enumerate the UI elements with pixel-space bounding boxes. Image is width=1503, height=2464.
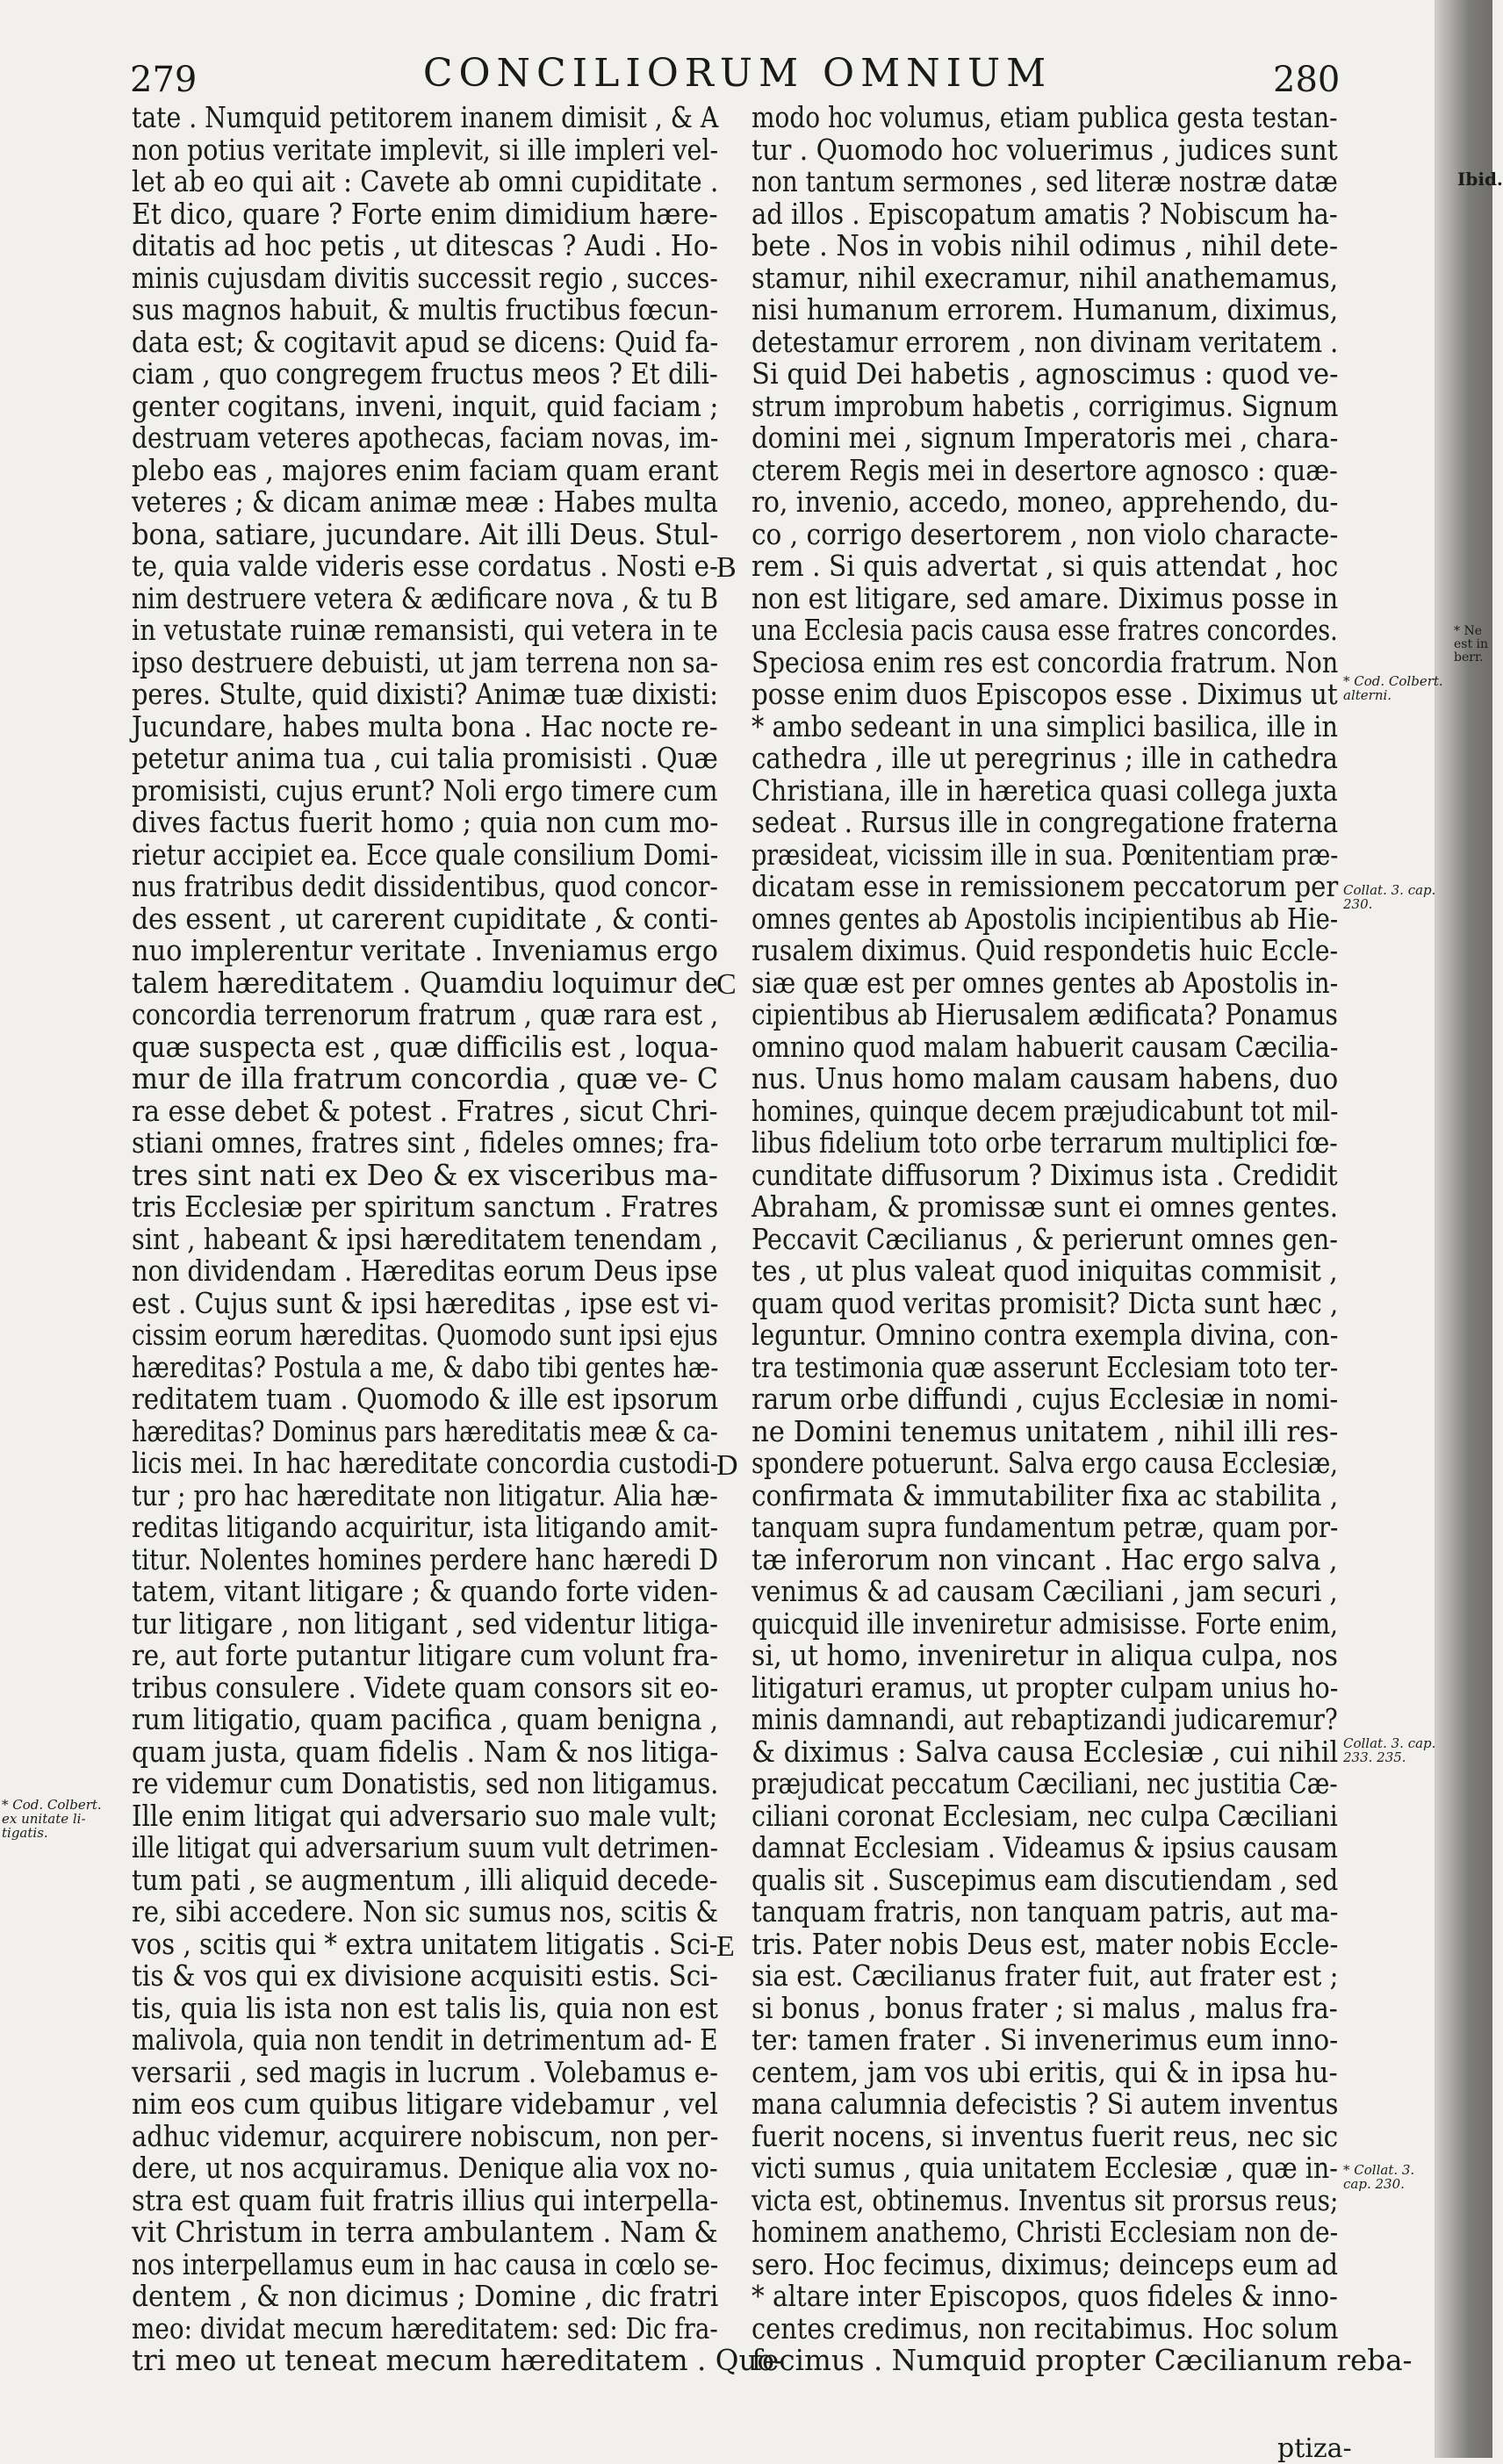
text-line: modo hoc volumus, etiam publica gesta testan- <box>752 101 1338 134</box>
text-line: præjudicat peccatum Cæciliani, nec justitia Cæ- <box>752 1767 1338 1800</box>
text-line: rusalem diximus. Quid respondetis huic Eccle- <box>752 934 1339 967</box>
text-line: let ab eo qui ait : Cavete ab omni cupiditate . <box>132 165 719 198</box>
text-line: ro, invenio, accedo, moneo, apprehendo, du- <box>752 485 1339 519</box>
text-line: detestamur errorem , non divinam veritatem . <box>752 325 1339 359</box>
text-line: omnes gentes ab Apostolis incipientibus ab Hie- <box>752 902 1339 936</box>
text-line: omnino quod malam habuerit causam Cæcilia- <box>752 1030 1339 1064</box>
text-line: est . Cujus sunt & ipsi hæreditas , ipse est vi- <box>132 1286 719 1320</box>
text-line: domini mei , signum Imperatoris mei , chara- <box>752 421 1339 455</box>
text-line: mana calumnia defecistis ? Si autem inventus <box>752 2087 1339 2121</box>
text-line: quæ suspecta est , quæ difficilis est , loqua- <box>132 1030 719 1064</box>
text-line: venimus & ad causam Cæciliani , jam securi , <box>752 1575 1338 1608</box>
text-line: libus fidelium toto orbe terrarum multiplici fœ- <box>752 1126 1338 1160</box>
text-line: ter: tamen frater . Si invenerimus eum inno- <box>752 2023 1339 2057</box>
text-line: tes , ut plus valeat quod iniquitas commisit , <box>752 1254 1338 1288</box>
text-line: posse enim duos Episcopos esse . Diximus ut <box>752 678 1338 711</box>
text-line: petetur anima tua , cui talia promisisti . Quæ <box>132 742 718 775</box>
text-line: nisi humanum errorem. Humanum, diximus, <box>752 293 1339 327</box>
text-line: quam quod veritas promisit? Dicta sunt hæc , <box>752 1286 1339 1320</box>
text-line: versarii , sed magis in lucrum . Volebamus e- <box>132 2055 719 2089</box>
text-line: cissim eorum hæreditas. Quomodo sunt ipsi ejus <box>132 1318 718 1352</box>
text-line: * ambo sedeant in una simplici basilica, ille in <box>752 709 1338 744</box>
margin-note-collat-230: Collat. 3. cap. 230. <box>1343 882 1436 912</box>
text-line: rietur accipiet ea. Ecce quale consilium Domi- <box>132 837 719 872</box>
text-line: dentem , & non dicimus ; Domine , dic fratri <box>132 2280 719 2313</box>
text-line: victi sumus , quia unitatem Ecclesiæ , quæ in- <box>752 2152 1338 2185</box>
text-line: spondere potuerunt. Salva ergo causa Ecclesiæ, <box>752 1447 1338 1480</box>
text-line: adhuc videmur, acquirere nobiscum, non per- <box>132 2119 719 2153</box>
text-line: licis mei. In hac hæreditate concordia custodi- <box>132 1447 719 1480</box>
text-line: minis damnandi, aut rebaptizandi judicaremur? <box>752 1703 1338 1736</box>
text-line: rarum orbe diffundi , cujus Ecclesiæ in nomi- <box>752 1383 1339 1416</box>
text-line: nus. Unus homo malam causam habens, duo <box>752 1062 1339 1096</box>
text-line: destruam veteres apothecas, faciam novas, im- <box>132 421 719 455</box>
text-line: bona, satiare, jucundare. Ait illi Deus. Stul- <box>132 517 719 551</box>
text-line: sero. Hoc fecimus, diximus; deinceps eum ad <box>752 2247 1338 2281</box>
text-line: nim destruere vetera & ædificare nova , & tu B <box>132 581 719 615</box>
text-line: tris. Pater nobis Deus est, mater nobis Eccle- <box>752 1927 1339 1961</box>
text-line: titur. Nolentes homines perdere hanc hæredi D <box>132 1542 719 1577</box>
text-line: co , corrigo desertorem , non violo characte- <box>752 517 1339 551</box>
text-line: rem . Si quis advertat , si quis attendat , hoc <box>752 550 1339 583</box>
text-line: non dividendam . Hæreditas eorum Deus ipse <box>132 1254 718 1288</box>
text-line: cunditate diffusorum ? Diximus ista . Credidit <box>752 1158 1338 1192</box>
text-line: ad illos . Episcopatum amatis ? Nobiscum ha- <box>752 197 1338 231</box>
text-line: tris Ecclesiæ per spiritum sanctum . Fratres <box>132 1190 719 1224</box>
text-line: reditatem tuam . Quomodo & ille est ipsorum <box>132 1383 719 1416</box>
text-line: * altare inter Episcopos, quos fideles & inno- <box>752 2280 1338 2313</box>
text-line: dicatam esse in remissionem peccatorum per <box>752 870 1339 903</box>
text-line: tres sint nati ex Deo & ex visceribus ma- <box>132 1158 718 1192</box>
text-line: fuerit nocens, si inventus fuerit reus, nec sic <box>752 2119 1339 2153</box>
text-line: stra est quam fuit fratris illius qui interpella- <box>132 2183 719 2217</box>
text-line: damnat Ecclesiam . Videamus & ipsius causam <box>752 1831 1338 1864</box>
margin-note-ibid: Ibid. <box>1457 169 1503 190</box>
text-line: plebo eas , majores enim faciam quam erant <box>132 453 719 487</box>
text-line: non est litigare, sed amare. Diximus posse in <box>752 581 1339 615</box>
text-line: re, sibi accedere. Non sic sumus nos, scitis & <box>132 1895 719 1929</box>
text-line: tate . Numquid petitorem inanem dimisit , & A <box>132 101 719 134</box>
text-line: veteres ; & dicam animæ meæ : Habes multa <box>132 485 718 519</box>
text-line: tribus consulere . Videte quam consors sit eo- <box>132 1670 719 1705</box>
text-line: hæreditas? Dominus pars hæreditatis meæ & ca- <box>132 1414 718 1448</box>
catchword: ptiza- <box>1277 2433 1352 2464</box>
text-line: Et dico, quare ? Forte enim dimidium hære- <box>132 197 718 231</box>
text-line: stiani omnes, fratres sint , fideles omnes; fra- <box>132 1126 719 1160</box>
text-line: confirmata & immutabiliter fixa ac stabilita , <box>752 1478 1339 1512</box>
text-line: centem, jam vos ubi eritis, qui & in ipsa hu- <box>752 2055 1338 2089</box>
text-line: Abraham, & promissæ sunt ei omnes gentes. <box>752 1190 1339 1224</box>
text-line: tur litigare , non litigant , sed videntur litiga- <box>132 1606 719 1641</box>
text-line: hominem anathemo, Christi Ecclesiam non de- <box>752 2216 1339 2249</box>
margin-note-colbert: * Cod. Colbert. ex unitate li- tigatis. <box>2 1797 102 1841</box>
left-column <box>132 101 785 2377</box>
text-line: reditas litigando acquiritur, ista litigando amit- <box>132 1511 719 1544</box>
text-line: præsideat, vicissim ille in sua. Pœnitentiam præ- <box>752 837 1339 872</box>
text-line: Ille enim litigat qui adversario suo male vult; <box>132 1799 718 1833</box>
text-line: non tantum sermones , sed literæ nostræ datæ <box>752 165 1338 198</box>
text-line: ipso destruere debuisti, ut jam terrena non sa- <box>132 645 719 679</box>
text-line: cipientibus ab Hierusalem ædificata? Ponamus <box>752 998 1338 1031</box>
text-line: des essent , ut carerent cupiditate , & conti- <box>132 902 719 936</box>
section-letter-e: E <box>716 1930 735 1963</box>
text-line: tur ; pro hac hæreditate non litigatur. Alia hæ- <box>132 1478 718 1512</box>
text-line: tum pati , se augmentum , illi aliquid decede- <box>132 1863 718 1897</box>
text-line: stamur, nihil execramur, nihil anathemamus, <box>752 261 1339 295</box>
margin-note-cut: * Ne est in berr. <box>1454 624 1489 664</box>
text-line: in vetustate ruinæ remansisti, qui vetera in te <box>132 614 718 647</box>
section-letter-b: B <box>716 551 737 584</box>
text-line: Jucundare, habes multa bona . Hac nocte re- <box>132 709 718 744</box>
text-line: ciam , quo congregem fructus meos ? Et dili- <box>132 357 718 391</box>
text-line: sia est. Cæcilianus frater fuit, aut frater est ; <box>752 1959 1339 1993</box>
margin-note-colbert-alterni: * Cod. Colbert. alterni. <box>1343 673 1443 703</box>
text-line: fecimus . Numquid propter Cæcilianum reba- <box>752 2344 1413 2377</box>
section-letter-c: C <box>716 968 737 1001</box>
text-line: non potius veritate implevit, si ille impleri vel- <box>132 133 719 167</box>
text-line: hæreditas? Postula a me, & dabo tibi gentes hæ- <box>132 1350 719 1384</box>
text-line: talem hæreditatem . Quamdiu loquimur de <box>132 966 718 1000</box>
text-line: litigaturi eramus, ut propter culpam unius ho- <box>752 1670 1339 1705</box>
text-line: quicquid ille inveniretur admisisse. Forte enim, <box>752 1606 1339 1641</box>
text-line: bete . Nos in vobis nihil odimus , nihil dete- <box>752 229 1339 262</box>
text-line: re, aut forte putantur litigare cum volunt fra- <box>132 1639 718 1672</box>
text-line: rum litigatio, quam pacifica , quam benigna , <box>132 1703 719 1736</box>
text-line: ciliani coronat Ecclesiam, nec culpa Cæciliani <box>752 1799 1338 1833</box>
text-line: nus fratribus dedit dissidentibus, quod concor- <box>132 870 718 903</box>
margin-note-collat-233: Collat. 3. cap. 233. 235. <box>1343 1735 1436 1765</box>
text-line: concordia terrenorum fratrum , quæ rara est , <box>132 998 719 1031</box>
text-line: nuo implerentur veritate . Inveniamus ergo <box>132 934 718 967</box>
text-line: re videmur cum Donatistis, sed non litigamus. <box>132 1767 719 1800</box>
text-line: tur . Quomodo hoc voluerimus , judices sunt <box>752 133 1338 167</box>
page-number-left: 279 <box>130 60 198 100</box>
text-line: vit Christum in terra ambulantem . Nam & <box>132 2216 718 2249</box>
text-line: centes credimus, non recitabimus. Hoc solum <box>752 2311 1339 2345</box>
text-line: quam justa, quam fidelis . Nam & nos litiga- <box>132 1735 719 1769</box>
page-number-right: 280 <box>1273 60 1341 100</box>
text-line: dere, ut nos acquiramus. Denique alia vox no- <box>132 2152 718 2185</box>
text-line: ditatis ad hoc petis , ut ditescas ? Audi . Ho- <box>132 229 718 262</box>
text-line: siæ quæ est per omnes gentes ab Apostolis in- <box>752 966 1339 1000</box>
binding-gutter <box>1435 0 1492 2458</box>
text-line: dives factus fuerit homo ; quia non cum mo- <box>132 806 719 839</box>
text-line: meo: dividat mecum hæreditatem: sed: Dic fra- <box>132 2311 718 2345</box>
text-line: tis & vos qui ex divisione acquisiti estis. Sci- <box>132 1959 718 1993</box>
text-line: sus magnos habuit, & multis fructibus fœcun- <box>132 293 719 327</box>
text-line: tis, quia lis ista non est talis lis, quia non est <box>132 1991 719 2025</box>
section-letter-d: D <box>716 1449 738 1482</box>
text-line: promisisti, cujus erunt? Noli ergo timere cum <box>132 773 718 808</box>
text-line: tanquam supra fundamentum petræ, quam por- <box>752 1511 1339 1544</box>
text-line: malivola, quia non tendit in detrimentum ad- E <box>132 2023 718 2057</box>
text-line: & diximus : Salva causa Ecclesiæ , cui nihil <box>752 1735 1339 1769</box>
text-line: cathedra , ille ut peregrinus ; ille in cathedra <box>752 742 1338 775</box>
text-line: tatem, vitant litigare ; & quando forte viden- <box>132 1575 718 1608</box>
text-line: si, ut homo, inveniretur in aliqua culpa, nos <box>752 1639 1339 1672</box>
text-line: Christiana, ille in hæretica quasi collega juxta <box>752 773 1338 808</box>
text-line: ra esse debet & potest . Fratres , sicut Chri- <box>132 1094 718 1128</box>
text-line: Peccavit Cæcilianus , & perierunt omnes gen- <box>752 1222 1338 1256</box>
text-line: minis cujusdam divitis successit regio , succes- <box>132 261 718 295</box>
text-line: nos interpellamus eum in hac causa in cœlo se- <box>132 2247 719 2281</box>
text-line: sedeat . Rursus ille in congregatione fraterna <box>752 806 1339 839</box>
text-line: victa est, obtinemus. Inventus sit prorsus reus; <box>752 2183 1339 2217</box>
text-line: tra testimonia quæ asserunt Ecclesiam toto ter- <box>752 1350 1339 1384</box>
text-line: strum improbum habetis , corrigimus. Signum <box>752 389 1339 423</box>
text-line: ille litigat qui adversarium suum vult detrimen- <box>132 1831 719 1864</box>
text-line: homines, quinque decem præjudicabunt tot mil- <box>752 1094 1339 1128</box>
text-line: tri meo ut teneat mecum hæreditatem . Quo- <box>132 2344 785 2377</box>
text-line: data est; & cogitavit apud se dicens: Quid fa- <box>132 325 719 359</box>
text-line: vos , scitis qui * extra unitatem litigatis . Sci- <box>132 1927 718 1961</box>
text-line: qualis sit . Suscepimus eam discutiendam , sed <box>752 1863 1339 1897</box>
text-line: ne Domini tenemus unitatem , nihil illi res- <box>752 1414 1339 1448</box>
margin-note-collat-230b: * Collat. 3. cap. 230. <box>1343 2162 1415 2192</box>
text-line: leguntur. Omnino contra exempla divina, con- <box>752 1318 1339 1352</box>
text-line: te, quia valde videris esse cordatus . Nosti e- <box>132 550 718 583</box>
text-line: mur de illa fratrum concordia , quæ ve- C <box>132 1062 719 1096</box>
running-title: CONCILIORUM OMNIUM <box>422 51 1053 96</box>
text-line: tæ inferorum non vincant . Hac ergo salva , <box>752 1542 1338 1577</box>
text-line: si bonus , bonus frater ; si malus , malus fra- <box>752 1991 1338 2025</box>
text-line: nim eos cum quibus litigare videbamur , vel <box>132 2087 718 2121</box>
text-line: sint , habeant & ipsi hæreditatem tenendam , <box>132 1222 719 1256</box>
text-line: Si quid Dei habetis , agnoscimus : quod ve- <box>752 357 1339 391</box>
text-line: una Ecclesia pacis causa esse fratres concordes. <box>752 614 1338 647</box>
text-line: genter cogitans, inveni, inquit, quid faciam ; <box>132 389 719 423</box>
text-line: tanquam fratris, non tanquam patris, aut ma- <box>752 1895 1339 1929</box>
text-line: cterem Regis mei in desertore agnosco : quæ- <box>752 453 1338 487</box>
text-line: peres. Stulte, quid dixisti? Animæ tuæ dixisti: <box>132 678 718 711</box>
text-line: Speciosa enim res est concordia fratrum. Non <box>752 645 1339 679</box>
